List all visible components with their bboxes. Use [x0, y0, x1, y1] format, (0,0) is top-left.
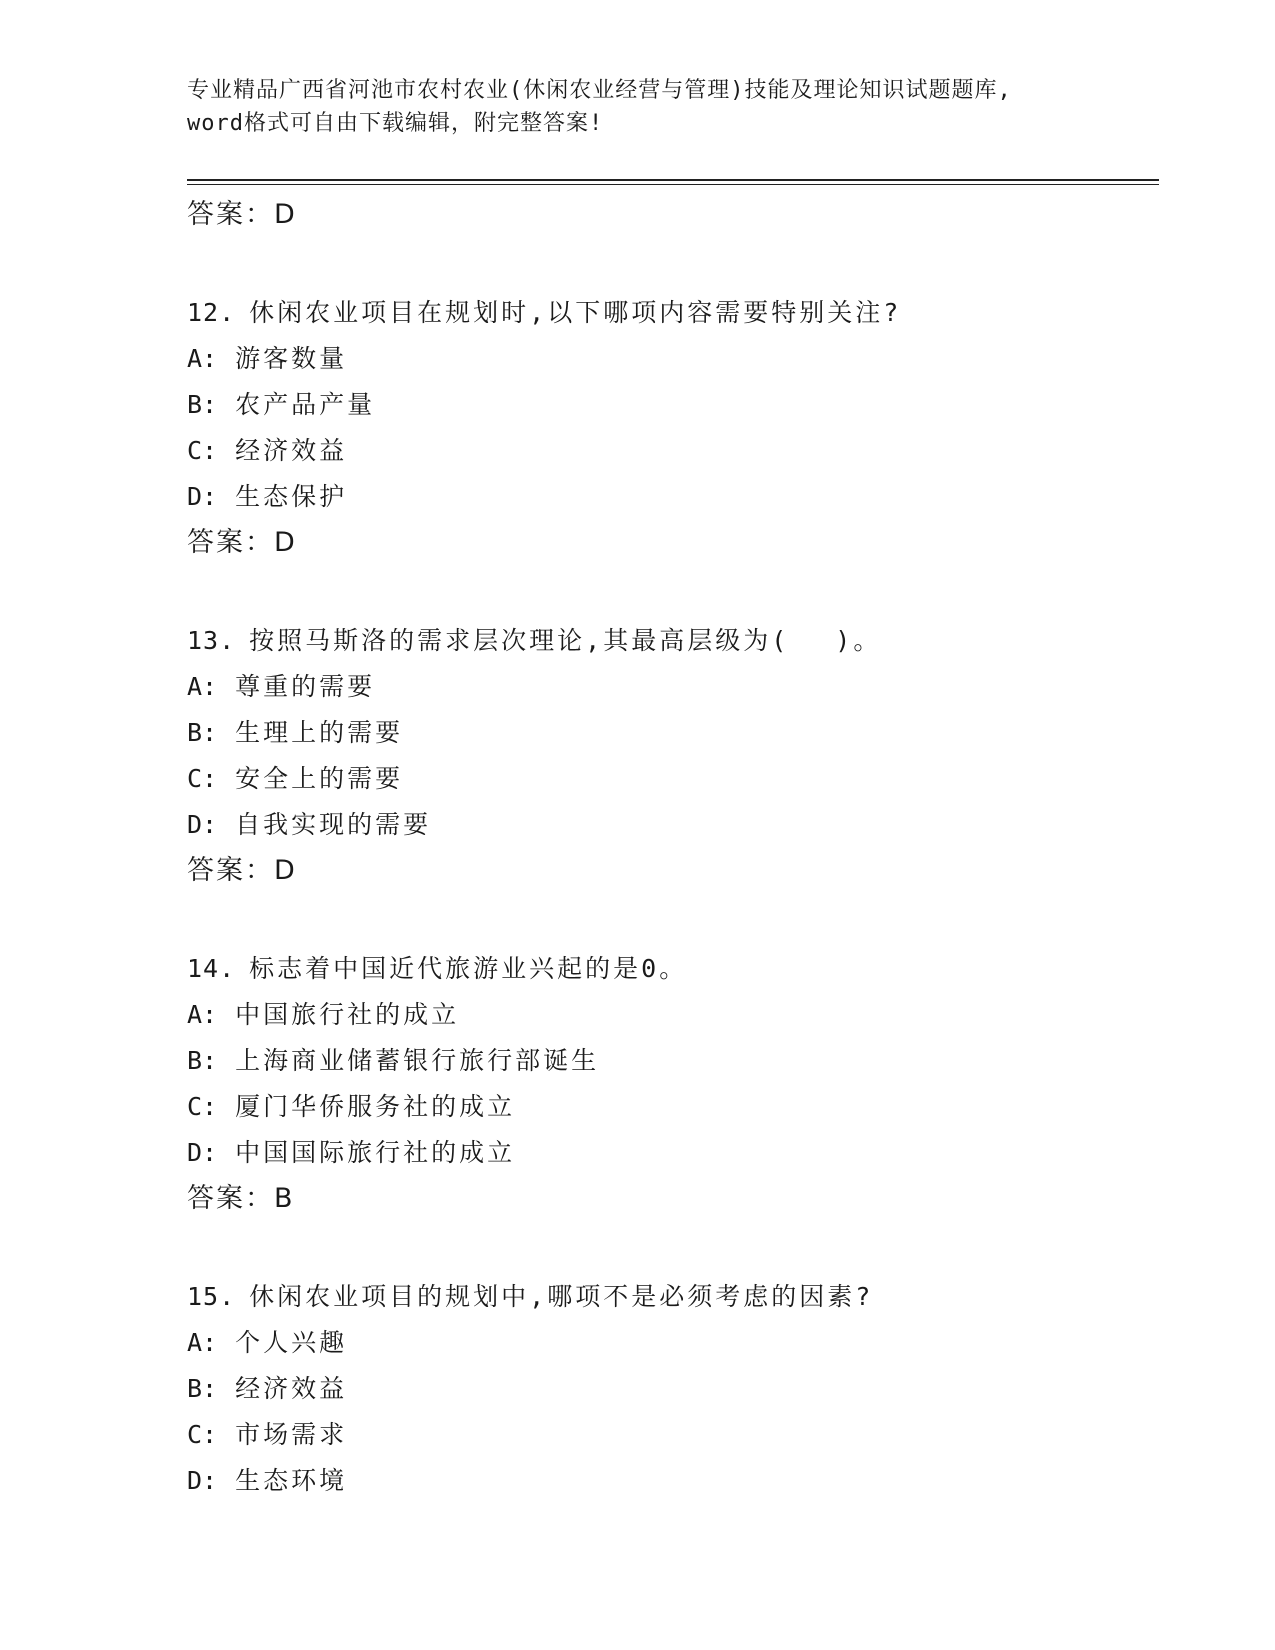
- option-key: B:: [187, 390, 218, 419]
- answer-value: D: [274, 855, 295, 886]
- question-stem: [187, 1274, 1147, 1320]
- option-c: [187, 1084, 1147, 1130]
- question-text: 休闲农业项目的规划中,哪项不是必须考虑的因素?: [249, 1282, 874, 1311]
- option-key: C:: [187, 1092, 218, 1121]
- question-12: [187, 290, 1147, 566]
- question-number: 12.: [187, 298, 236, 327]
- option-b: [187, 382, 1147, 428]
- answer-value: D: [274, 527, 295, 558]
- answer-line: [187, 1176, 1147, 1222]
- option-text: 厦门华侨服务社的成立: [235, 1092, 516, 1121]
- option-d: [187, 802, 1147, 848]
- option-d: [187, 1458, 1147, 1504]
- option-key: A:: [187, 1000, 218, 1029]
- answer-value: D: [274, 199, 295, 230]
- header-title-line-2: word格式可自由下载编辑，附完整答案!: [187, 111, 604, 136]
- option-d: [187, 474, 1147, 520]
- option-key: A:: [187, 344, 218, 373]
- option-a: [187, 664, 1147, 710]
- question-list: [187, 192, 1147, 1504]
- option-text: 经济效益: [235, 1374, 348, 1403]
- option-c: [187, 428, 1147, 474]
- option-key: B:: [187, 718, 218, 747]
- option-text: 经济效益: [235, 436, 348, 465]
- option-b: [187, 1038, 1147, 1084]
- option-b: [187, 710, 1147, 756]
- option-a: [187, 336, 1147, 382]
- question-stem: [187, 290, 1147, 336]
- option-text: 生理上的需要: [235, 718, 404, 747]
- option-key: B:: [187, 1046, 218, 1075]
- header-divider-thick: [187, 179, 1159, 181]
- answer-label: 答案：: [187, 1183, 274, 1214]
- option-text: 生态保护: [235, 482, 348, 511]
- option-a: [187, 992, 1147, 1038]
- answer-label: 答案：: [187, 855, 274, 886]
- question-15: [187, 1274, 1147, 1504]
- option-text: 游客数量: [235, 344, 348, 373]
- answer-label: 答案：: [187, 527, 274, 558]
- option-key: A:: [187, 1328, 218, 1357]
- header-title-line-1: 专业精品广西省河池市农村农业(休闲农业经营与管理)技能及理论知识试题题库,: [187, 78, 1012, 103]
- question-stem: [187, 946, 1147, 992]
- option-key: B:: [187, 1374, 218, 1403]
- option-text: 农产品产量: [235, 390, 376, 419]
- question-number: 14.: [187, 954, 236, 983]
- option-key: C:: [187, 436, 218, 465]
- option-text: 中国国际旅行社的成立: [235, 1138, 516, 1167]
- option-text: 自我实现的需要: [235, 810, 432, 839]
- option-c: [187, 1412, 1147, 1458]
- option-a: [187, 1320, 1147, 1366]
- header-divider-thin: [187, 184, 1159, 185]
- option-key: C:: [187, 764, 218, 793]
- question-text: 休闲农业项目在规划时,以下哪项内容需要特别关注?: [249, 298, 902, 327]
- option-text: 上海商业储蓄银行旅行部诞生: [235, 1046, 600, 1075]
- question-text: 标志着中国近代旅游业兴起的是0。: [249, 954, 688, 983]
- answer-line: [187, 192, 1147, 238]
- option-c: [187, 756, 1147, 802]
- option-key: D:: [187, 810, 218, 839]
- answer-line: [187, 520, 1147, 566]
- option-key: A:: [187, 672, 218, 701]
- option-key: D:: [187, 1466, 218, 1495]
- option-text: 市场需求: [235, 1420, 348, 1449]
- question-number: 15.: [187, 1282, 236, 1311]
- option-d: [187, 1130, 1147, 1176]
- question-14: [187, 946, 1147, 1222]
- answer-line: [187, 848, 1147, 894]
- option-text: 个人兴趣: [235, 1328, 348, 1357]
- option-key: C:: [187, 1420, 218, 1449]
- option-b: [187, 1366, 1147, 1412]
- answer-value: B: [274, 1183, 293, 1214]
- question-number: 13.: [187, 626, 236, 655]
- option-text: 生态环境: [235, 1466, 348, 1495]
- option-text: 尊重的需要: [235, 672, 376, 701]
- question-13: [187, 618, 1147, 894]
- question-text: 按照马斯洛的需求层次理论,其最高层级为( )。: [249, 626, 882, 655]
- document-header: [187, 74, 1107, 140]
- option-key: D:: [187, 482, 218, 511]
- option-key: D:: [187, 1138, 218, 1167]
- option-text: 中国旅行社的成立: [235, 1000, 460, 1029]
- answer-label: 答案：: [187, 199, 274, 230]
- option-text: 安全上的需要: [235, 764, 404, 793]
- question-stem: [187, 618, 1147, 664]
